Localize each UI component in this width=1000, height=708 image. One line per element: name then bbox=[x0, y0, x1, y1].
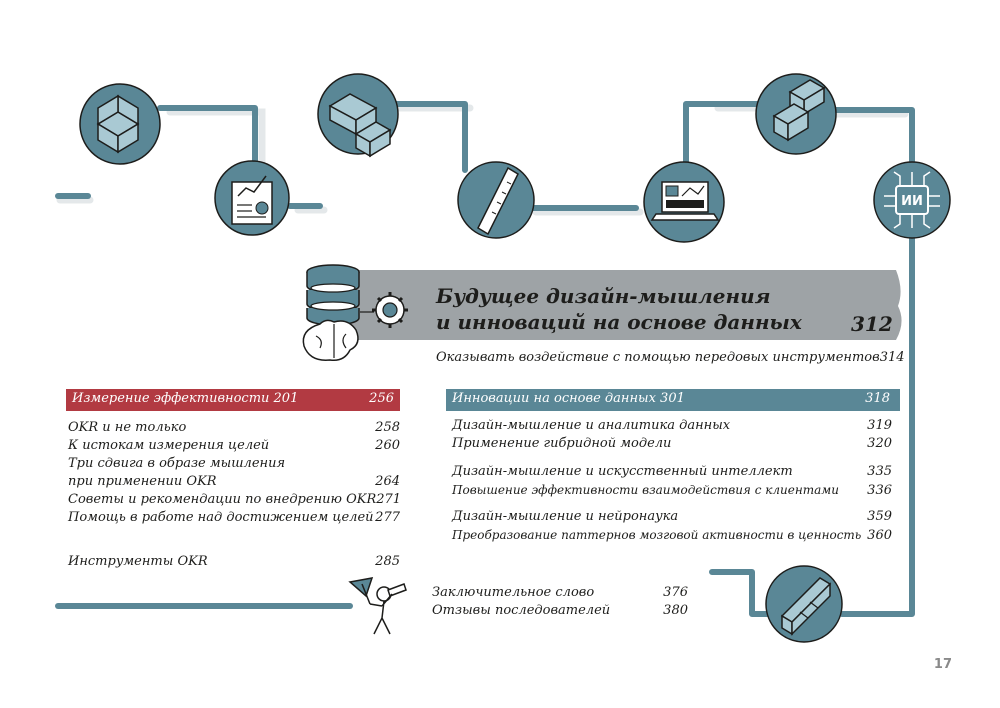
page-number: 17 bbox=[933, 657, 952, 672]
toc-item-label: Дизайн-мышление и искусственный интеллект bbox=[452, 464, 793, 479]
toc-item-page: 376 bbox=[663, 585, 688, 600]
ruler-icon bbox=[458, 162, 534, 238]
toc-item-page: 336 bbox=[867, 483, 892, 498]
section-header-data-innovation[interactable] bbox=[446, 389, 900, 411]
toc-item-okr-tools[interactable] bbox=[68, 553, 400, 571]
person-telescope-icon bbox=[350, 578, 406, 634]
toc-item-label: при применении OKR bbox=[68, 474, 217, 489]
toc-item-label: Заключительное слово bbox=[432, 585, 595, 600]
toc-item-label: Три сдвига в образе мышления bbox=[68, 456, 286, 471]
toc-item[interactable] bbox=[68, 491, 400, 509]
toc-item-page: 319 bbox=[867, 418, 892, 433]
ai-label: ИИ bbox=[901, 194, 923, 209]
toc-item-page: 264 bbox=[375, 474, 400, 489]
toc-item-closing-word[interactable] bbox=[432, 584, 688, 602]
toc-item-label: Инструменты OKR bbox=[68, 554, 208, 569]
toc-item-page: 335 bbox=[867, 464, 892, 479]
chapter-title-line2: и инноваций на основе данных bbox=[436, 310, 802, 334]
section-header-performance[interactable] bbox=[66, 389, 400, 411]
toc-item[interactable] bbox=[452, 526, 892, 545]
toc-item[interactable] bbox=[68, 509, 400, 527]
toc-item-page: 260 bbox=[375, 438, 400, 453]
toc-item-page: 258 bbox=[375, 420, 400, 435]
toc-item[interactable] bbox=[68, 455, 400, 473]
toc-item-label: Преобразование паттернов мозговой активности в ценность bbox=[452, 528, 862, 542]
section-header-label: Измерение эффективности 201 bbox=[72, 391, 299, 406]
toc-item[interactable] bbox=[68, 419, 400, 437]
toc-item-page: 320 bbox=[867, 436, 892, 451]
toc-item-label: Помощь в работе над достижением целей bbox=[68, 510, 374, 525]
toc-item-label: Оказывать воздействие с помощью передовых инструментов bbox=[436, 350, 880, 365]
toc-item[interactable] bbox=[452, 417, 892, 435]
cubes-icon bbox=[80, 84, 160, 164]
toc-item-page: 285 bbox=[375, 554, 400, 569]
ai-circuit-icon bbox=[874, 162, 950, 238]
toc-item-page: 359 bbox=[867, 509, 892, 524]
chapter-page-number: 312 bbox=[851, 312, 893, 336]
section-header-page: 318 bbox=[865, 391, 890, 406]
toc-item-label: Отзывы последователей bbox=[432, 603, 611, 618]
toc-item-page: 277 bbox=[375, 510, 400, 525]
toc-item-page: 360 bbox=[867, 528, 892, 543]
blocks-icon bbox=[318, 74, 398, 156]
toc-item[interactable] bbox=[452, 481, 892, 500]
toc-item[interactable] bbox=[68, 437, 400, 455]
toc-item[interactable] bbox=[452, 435, 892, 453]
toc-item[interactable] bbox=[68, 473, 400, 491]
toc-item-page: 314 bbox=[879, 350, 905, 365]
stacked-cubes-icon bbox=[756, 74, 836, 154]
toc-item-page: 380 bbox=[663, 603, 688, 618]
toc-item-label: К истокам измерения целей bbox=[68, 438, 270, 453]
toc-item-label: Дизайн-мышление и нейронаука bbox=[452, 509, 679, 524]
toc-item-reviews[interactable] bbox=[432, 602, 688, 620]
toc-item-intro[interactable] bbox=[436, 349, 905, 367]
toc-item-page: 271 bbox=[376, 492, 402, 507]
laptop-dashboard-icon bbox=[644, 162, 724, 242]
toc-item-label: Дизайн-мышление и аналитика данных bbox=[452, 418, 731, 433]
section-header-label: Инновации на основе данных 301 bbox=[452, 391, 685, 406]
report-chart-icon bbox=[215, 161, 289, 235]
section-header-page: 256 bbox=[369, 391, 394, 406]
toc-item-label: Применение гибридной модели bbox=[452, 436, 672, 451]
long-block-icon bbox=[766, 566, 842, 642]
toc-item-label: OKR и не только bbox=[68, 420, 187, 435]
toc-item-label: Советы и рекомендации по внедрению OKR bbox=[68, 492, 377, 507]
toc-item[interactable] bbox=[452, 463, 892, 481]
toc-item[interactable] bbox=[452, 508, 892, 526]
toc-item-label: Повышение эффективности взаимодействия с клиентами bbox=[452, 483, 839, 497]
chapter-title-line1: Будущее дизайн-мышления bbox=[436, 284, 771, 308]
